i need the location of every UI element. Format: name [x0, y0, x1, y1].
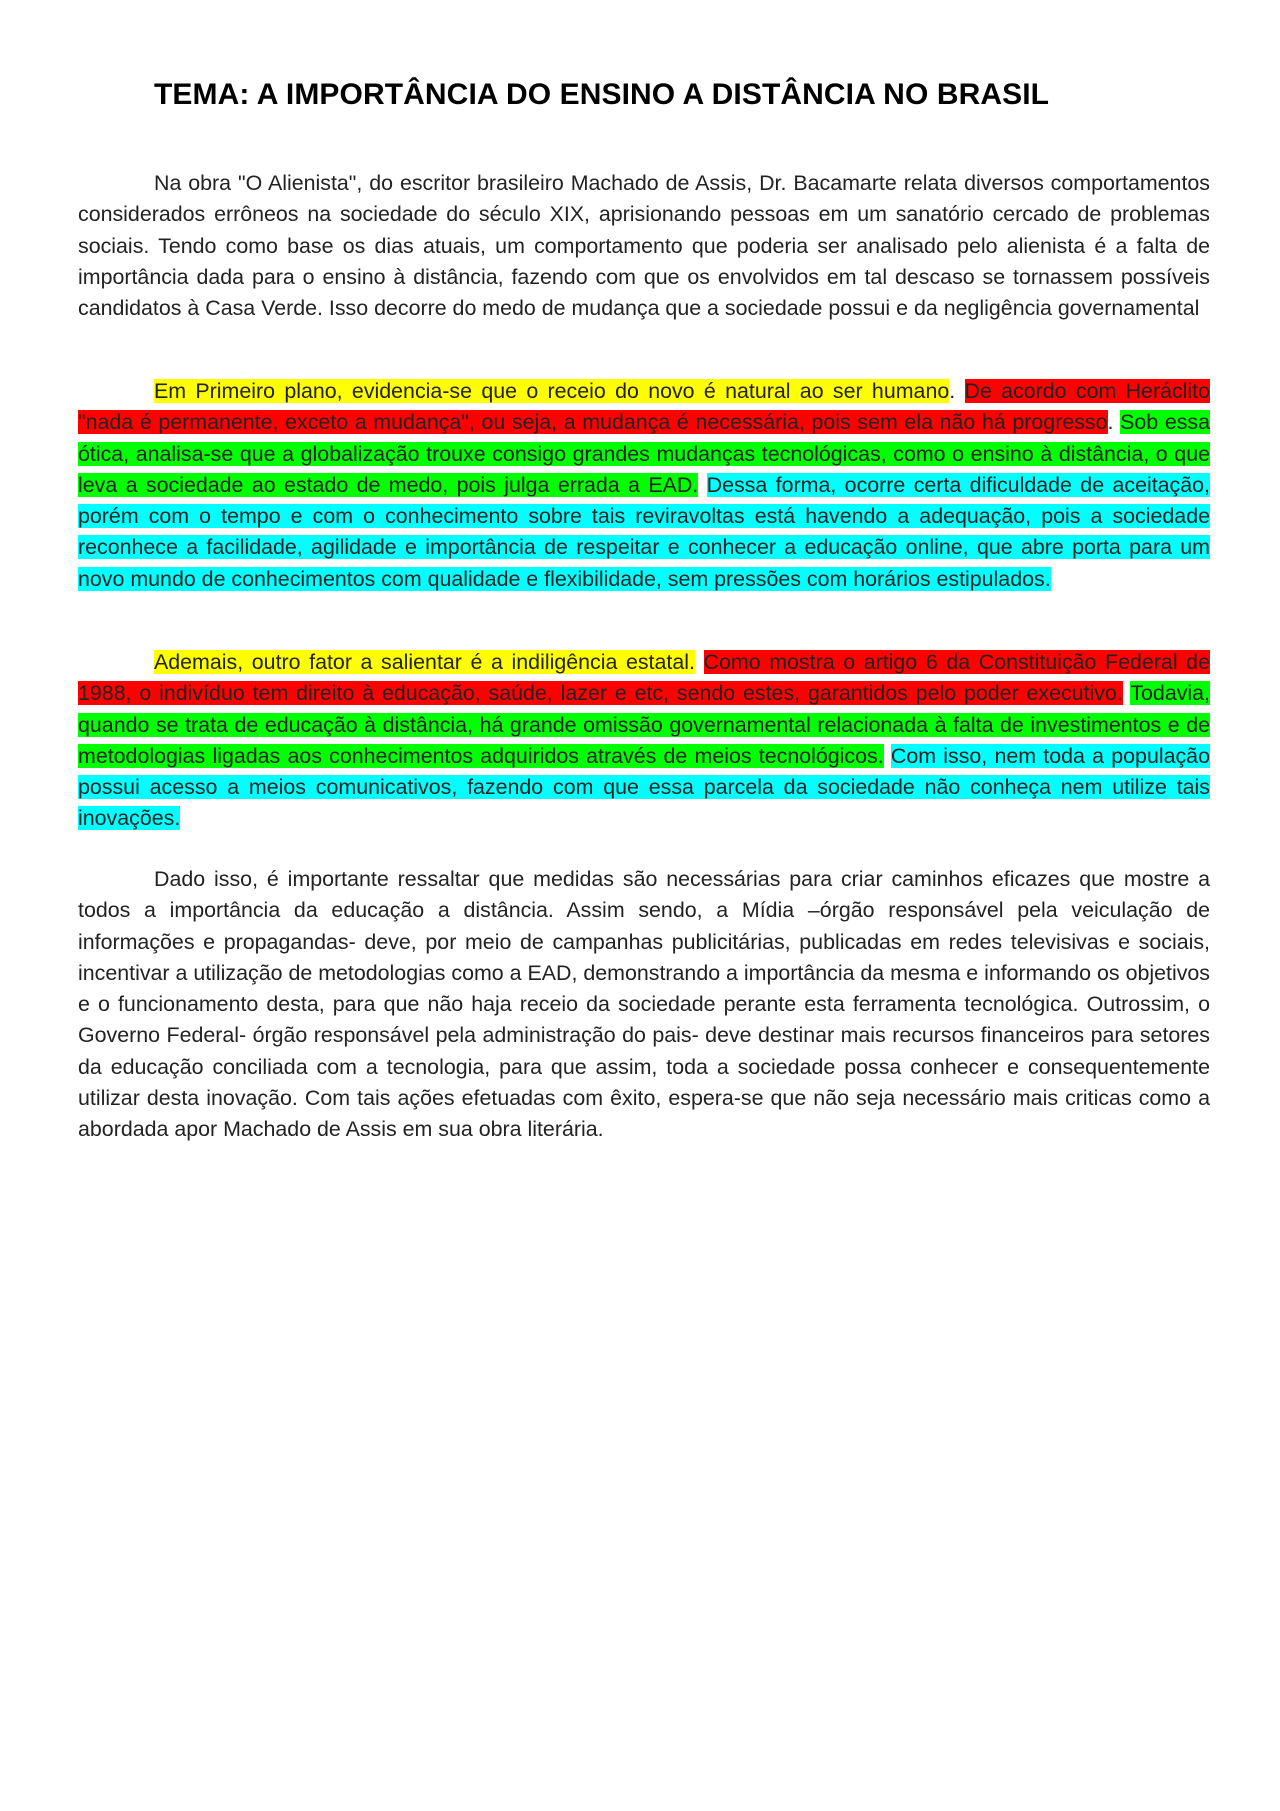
highlight-repertoire: De acordo com Heráclito "nada é permanente, exceto a mudança", ou seja, a mudança é necessária, pois sem ela não há progresso	[78, 379, 1211, 435]
highlight-conclusion: Com isso, nem toda a população possui acesso a meios comunicativos, fazendo com que essa parcela da sociedade não conheça nem utilize tais inovações.	[78, 743, 1210, 831]
highlight-conclusion: Dessa forma, ocorre certa dificuldade de aceitação, porém com o tempo e com o conhecimento sobre tais reviravoltas está havendo a adequação, pois a sociedade reconhece a facilidade, agilidade e importância de respeitar e conhecer a educação online, que abre porta para um novo mundo de conhecimentos com qualidade e flexibilidade, sem pressões com horários estipulados.	[78, 472, 1210, 591]
text-separator: .	[949, 379, 965, 403]
highlight-topic-sentence: Em Primeiro plano, evidencia-se que o receio do novo é natural ao ser humano	[154, 379, 950, 403]
text-separator	[695, 650, 704, 674]
paragraph-development-1	[78, 376, 1210, 595]
highlight-repertoire: Como mostra o artigo 6 da Constituição Federal de 1988, o indivíduo tem direito à educação, saúde, lazer e etc, sendo estes, garantidos pelo poder executivo.	[78, 650, 1210, 706]
text-separator	[884, 744, 891, 768]
essay-title: TEMA: A IMPORTÂNCIA DO ENSINO A DISTÂNCIA NO BRASIL	[154, 78, 1050, 111]
paragraph-introduction: Na obra "O Alienista", do escritor brasileiro Machado de Assis, Dr. Bacamarte relata diversos comportamentos considerados errôneos na sociedade do século XIX, aprisionando pessoas em um sanatório cercado de problemas sociais. Tendo como base os dias atuais, um comportamento que poderia ser analisado pelo alienista é a falta de importância dada para o ensino à distância, fazendo com que os envolvidos em tal descaso se tornassem possíveis candidatos à Casa Verde. Isso decorre do medo de mudança que a sociedade possui e da negligência governamental	[78, 171, 1210, 321]
highlight-topic-sentence: Ademais, outro fator a salientar é a indiligência estatal.	[154, 650, 695, 674]
highlight-argument: Todavia, quando se trata de educação à distância, há grande omissão governamental relacionada à falta de investimentos e de metodologias ligadas aos conhecimentos adquiridos através de meios tecnológicos.	[78, 681, 1210, 768]
paragraph-development-2	[78, 647, 1210, 835]
text-separator: .	[1107, 410, 1121, 435]
paragraph-conclusion: Dado isso, é importante ressaltar que medidas são necessárias para criar caminhos eficazes que mostre a todos a importância da educação a distância. Assim sendo, a Mídia –órgão responsável pela veiculação de informações e propagandas- deve, por meio de campanhas publicitárias, publicadas em redes televisivas e sociais, incentivar a utilização de metodologias como a EAD, demonstrando a importância da mesma e informando os objetivos e o funcionamento desta, para que não haja receio da sociedade perante esta ferramenta tecnológica. Outrossim, o Governo Federal- órgão responsável pela administração do pais- deve destinar mais recursos financeiros para setores da educação conciliada com a tecnologia, para que assim, toda a sociedade possa conhecer e consequentemente utilizar desta inovação. Com tais ações efetuadas com êxito, espera-se que não seja necessário mais criticas como a abordada apor Machado de Assis em sua obra literária.	[78, 867, 1210, 1142]
text-separator	[698, 473, 706, 497]
highlight-argument: Sob essa ótica, analisa-se que a globalização trouxe consigo grandes mudanças tecnológicas, como o ensino à distância, o que leva a sociedade ao estado de medo, pois julga errada a EAD.	[78, 410, 1210, 497]
